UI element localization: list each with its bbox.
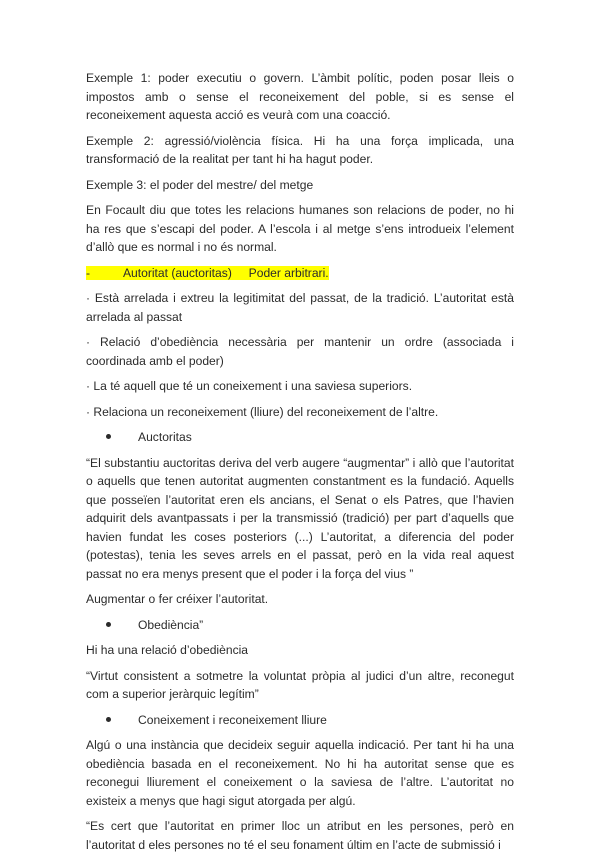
paragraph-example-3: Exemple 3: el poder del mestre/ del metge [86,177,314,192]
list-item: Obediència” [86,616,514,635]
paragraph-augmentar: Augmentar o fer créixer l’autoritat. [86,592,269,606]
list-item: Auctoritas [86,428,514,447]
bullet-list-auctoritas [86,428,514,447]
bullet-list-obediencia [86,616,514,635]
paragraph-example-1: Exemple 1: poder executiu o govern. L’àmbit polític, poden posar lleis o impostos amb o sense el reconeixement del poble, si es sense el reconeixement aquesta acció es veurà com una coacció. [86,71,514,122]
paragraph-example-2: Exemple 2: agressió/violència física. Hi ha una força implicada, una transformació de la realitat per tant hi ha hagut poder. [86,133,514,166]
quote-virtut: “Virtut consistent a sotmetre la voluntat pròpia al judici d’un altre, reconegut com a superior jeràrquic legítim” [86,668,514,701]
paragraph-relacio-obediencia: Hi ha una relació d’obediència [86,643,249,657]
paragraph-obediencia: · Relació d’obediència necessària per mantenir un ordre (associada i coordinada amb el poder) [86,335,514,368]
bullet-list-coneixement [86,711,514,730]
bullet-icon [106,717,111,722]
bullet-icon [106,622,111,627]
paragraph-algu: Algú o una instància que decideix seguir aquella indicació. Per tant hi ha una obediència basada en el reconeixement. No hi ha autoritat sense que es reconegui lliurement el coneixement o la saviesa de l’altre. L’autoritat no existeix a menys que hagi sigut atorgada per algú. [86,738,514,808]
paragraph-coneixement: · La té aquell que té un coneixement i una saviesa superiors. [86,379,413,393]
bullet-icon [106,434,111,439]
list-item: Coneixement i reconeixement lliure [86,711,514,730]
highlighted-heading [86,264,514,283]
paragraph-reconeixement: · Relaciona un reconeixement (lliure) del reconeixement de l’altre. [86,404,439,419]
paragraph-tradicio: · Està arrelada i extreu la legitimitat del passat, de la tradició. L’autoritat està arrelada al passat [86,291,514,324]
quote-auctoritas: “El substantiu auctoritas deriva del verb augere “augmentar” i allò que l’autoritat o aquells que tenen autoritat augmenten constantment es la fundació. Aquells que posseïen l’autoritat eren els ancians, el Senat o els Patres, que l’havien adquirit dels avantpassats i per la transmissió (tradició) per part d’aquells que havien fundat les coses posteriors (...) L’autoritat, a diferencia del poder (potestas), tenia les seves arrels en el passat, però en la vida real aquest passat no era menys present que el poder i la força del vius ” [86,455,514,581]
highlighted-text: - Autoritat (auctoritas) Poder arbitrari. [86,265,329,280]
paragraph-focault: En Focault diu que totes les relacions humanes son relacions de poder, no hi ha res que s’escapi del poder. A l’escola i al metge s’ens introdueix l’element d’allò que es normal i no és normal. [86,203,514,254]
quote-autoritat-persones: “Es cert que l’autoritat en primer lloc un atribut en les persones, però en l’autoritat d eles persones no té el seu fonament últim en l’acte de submissió i [86,819,514,852]
